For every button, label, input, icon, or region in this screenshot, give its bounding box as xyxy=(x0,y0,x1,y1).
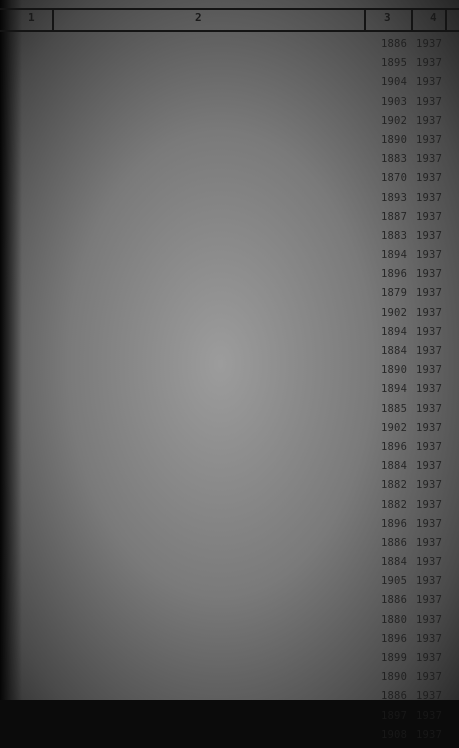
table-row xyxy=(0,364,459,383)
record-year: 1937 xyxy=(416,57,443,70)
record-year: 1937 xyxy=(416,728,443,741)
record-year: 1937 xyxy=(416,306,443,319)
table-row xyxy=(0,38,459,57)
header-divider xyxy=(52,8,54,30)
record-year: 1937 xyxy=(416,325,443,338)
birth-year: 1890 xyxy=(381,671,408,684)
table-row xyxy=(0,287,459,306)
record-year: 1937 xyxy=(416,517,443,530)
header-col-3: 3 xyxy=(384,11,391,24)
birth-year: 1886 xyxy=(381,536,408,549)
table-row xyxy=(0,383,459,402)
birth-year: 1879 xyxy=(381,287,408,300)
table-row xyxy=(0,422,459,441)
table-row xyxy=(0,172,459,191)
header-divider xyxy=(411,8,413,30)
birth-year: 1896 xyxy=(381,632,408,645)
table-row xyxy=(0,115,459,134)
birth-year: 1902 xyxy=(381,114,408,127)
table-row xyxy=(0,518,459,537)
header-col-2: 2 xyxy=(195,11,202,24)
record-year: 1937 xyxy=(416,652,443,664)
record-year: 1937 xyxy=(416,345,443,357)
header-divider xyxy=(445,8,447,30)
birth-year: 1884 xyxy=(381,460,408,473)
table-row xyxy=(0,326,459,345)
table-row xyxy=(0,403,459,422)
birth-year: 1886 xyxy=(381,38,408,50)
table-row xyxy=(0,614,459,633)
table-row xyxy=(0,230,459,249)
record-year: 1937 xyxy=(416,536,443,549)
birth-year: 1887 xyxy=(381,210,408,223)
birth-year: 1885 xyxy=(381,402,408,415)
birth-year: 1896 xyxy=(381,268,408,281)
birth-year: 1908 xyxy=(381,728,408,741)
record-year: 1937 xyxy=(416,479,443,492)
record-year: 1937 xyxy=(416,114,443,127)
birth-year: 1905 xyxy=(381,575,408,588)
birth-year: 1870 xyxy=(381,172,408,185)
table-row xyxy=(0,729,459,748)
table-row xyxy=(0,479,459,498)
record-year: 1937 xyxy=(416,632,443,645)
record-year: 1937 xyxy=(416,268,443,281)
record-year: 1937 xyxy=(416,671,443,684)
birth-year: 1882 xyxy=(381,498,408,511)
table-row xyxy=(0,652,459,671)
record-year: 1937 xyxy=(416,402,443,415)
table-row xyxy=(0,710,459,729)
birth-year: 1886 xyxy=(381,594,408,607)
birth-year: 1904 xyxy=(381,76,408,89)
record-year: 1937 xyxy=(416,191,443,204)
birth-year: 1884 xyxy=(381,345,408,357)
table-row xyxy=(0,575,459,594)
birth-year: 1902 xyxy=(381,421,408,434)
header-col-4: 4 xyxy=(430,11,437,24)
record-year: 1937 xyxy=(416,153,443,166)
birth-year: 1896 xyxy=(381,440,408,453)
table-row xyxy=(0,249,459,268)
birth-year: 1897 xyxy=(381,709,408,722)
record-year: 1937 xyxy=(416,249,443,262)
table-row xyxy=(0,268,459,287)
birth-year: 1890 xyxy=(381,133,408,146)
birth-year: 1883 xyxy=(381,229,408,242)
header-divider xyxy=(364,8,366,30)
record-year: 1937 xyxy=(416,575,443,588)
birth-year: 1893 xyxy=(381,191,408,204)
record-year: 1937 xyxy=(416,287,443,300)
table-row xyxy=(0,633,459,652)
record-year: 1937 xyxy=(416,210,443,223)
table-row xyxy=(0,211,459,230)
birth-year: 1902 xyxy=(381,306,408,319)
table-row xyxy=(0,153,459,172)
record-year: 1937 xyxy=(416,76,443,89)
record-year: 1937 xyxy=(416,133,443,146)
birth-year: 1903 xyxy=(381,95,408,108)
record-year: 1937 xyxy=(416,613,443,626)
birth-year: 1890 xyxy=(381,364,408,377)
table-row xyxy=(0,57,459,76)
record-year: 1937 xyxy=(416,172,443,185)
record-year: 1937 xyxy=(416,421,443,434)
record-year: 1937 xyxy=(416,460,443,473)
table-row xyxy=(0,307,459,326)
birth-year: 1894 xyxy=(381,325,408,338)
record-year: 1937 xyxy=(416,383,443,396)
table-row xyxy=(0,134,459,153)
table-row xyxy=(0,441,459,460)
table-row xyxy=(0,345,459,364)
birth-year: 1896 xyxy=(381,517,408,530)
table-row xyxy=(0,556,459,575)
record-year: 1937 xyxy=(416,690,443,703)
birth-year: 1883 xyxy=(381,153,408,166)
record-year: 1937 xyxy=(416,556,443,569)
table-row xyxy=(0,192,459,211)
table-body xyxy=(0,38,459,748)
record-year: 1937 xyxy=(416,364,443,377)
record-year: 1937 xyxy=(416,594,443,607)
table-row xyxy=(0,537,459,556)
birth-year: 1884 xyxy=(381,556,408,569)
birth-year: 1880 xyxy=(381,613,408,626)
record-year: 1937 xyxy=(416,229,443,242)
record-year: 1937 xyxy=(416,440,443,453)
record-year: 1937 xyxy=(416,498,443,511)
table-row xyxy=(0,594,459,613)
birth-year: 1882 xyxy=(381,479,408,492)
table-row xyxy=(0,671,459,690)
table-row xyxy=(0,76,459,95)
record-year: 1937 xyxy=(416,709,443,722)
birth-year: 1894 xyxy=(381,249,408,262)
record-year: 1937 xyxy=(416,38,443,50)
birth-year: 1894 xyxy=(381,383,408,396)
table-row xyxy=(0,499,459,518)
table-row xyxy=(0,460,459,479)
header-col-1: 1 xyxy=(28,11,35,24)
record-year: 1937 xyxy=(416,95,443,108)
birth-year: 1899 xyxy=(381,652,408,664)
table-row xyxy=(0,96,459,115)
birth-year: 1886 xyxy=(381,690,408,703)
birth-year: 1895 xyxy=(381,57,408,70)
